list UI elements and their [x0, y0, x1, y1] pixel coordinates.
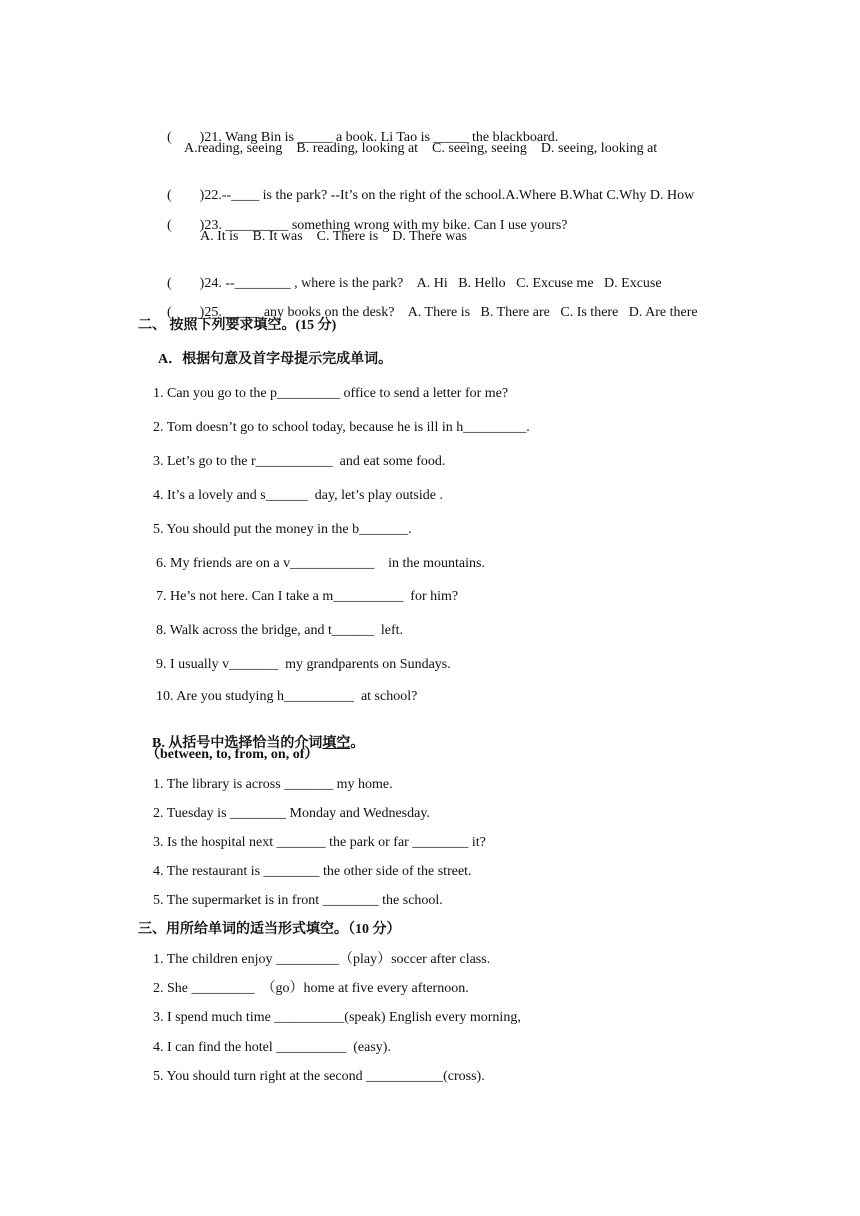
question-stem: _____ any books on the desk? A. There is B. There are C. Is there D. Are there — [225, 305, 698, 320]
section-3-title: 三、用所给单词的适当形式填空。（10 分） — [138, 922, 401, 937]
part-a-item: 8. Walk across the bridge, and t______ left. — [156, 623, 404, 638]
part-b-word-bank: （between, to, from, on, of） — [146, 747, 319, 762]
part-b-item: 1. The library is across _______ my home. — [153, 777, 393, 792]
question-number: ( )23. — [167, 218, 226, 233]
question-stem: --____ is the park? --It’s on the right of the school.A.Where B.What C.Why D. How — [221, 188, 695, 203]
part-b-title-underlined: 填空 — [322, 736, 351, 751]
question-stem: Wang Bin is _____ a book. Li Tao is _____ the blackboard. — [225, 130, 559, 145]
part-b-title-text: B. 从括号中选择恰当的介词 — [152, 736, 323, 751]
question-21-options: A.reading, seeing B. reading, looking at C. seeing, seeing D. seeing, looking at — [184, 141, 658, 156]
part-a-item: 1. Can you go to the p_________ office to send a letter for me? — [153, 386, 509, 401]
part-b-item: 3. Is the hospital next _______ the park or far ________ it? — [153, 835, 486, 850]
part-a-item: 7. He’s not here. Can I take a m__________ for him? — [156, 589, 459, 604]
section-3-item: 5. You should turn right at the second ___________(cross). — [153, 1069, 485, 1084]
part-a-item: 10. Are you studying h__________ at school? — [156, 689, 418, 704]
part-a-item: 9. I usually v_______ my grandparents on Sundays. — [156, 657, 451, 672]
section-3-item: 3. I spend much time __________(speak) English every morning, — [153, 1010, 521, 1025]
question-stem: _________ something wrong with my bike. Can I use yours? — [225, 218, 568, 233]
question-23-options: A. It is B. It was C. There is D. There was — [200, 229, 467, 244]
section-3-item: 4. I can find the hotel __________ (easy). — [153, 1040, 391, 1055]
part-b-item: 5. The supermarket is in front ________ the school. — [153, 893, 443, 908]
question-number: ( )24. — [167, 276, 226, 291]
part-a-item: 3. Let’s go to the r___________ and eat some food. — [153, 454, 446, 469]
question-stem: --________ , where is the park? A. Hi B. Hello C. Excuse me D. Excuse — [225, 276, 662, 291]
part-a-item: 2. Tom doesn’t go to school today, because he is ill in h_________. — [153, 420, 530, 435]
part-b-item: 2. Tuesday is ________ Monday and Wednesday. — [153, 806, 430, 821]
section-3-item: 2. She _________ （go）home at five every afternoon. — [153, 981, 469, 996]
part-b-item: 4. The restaurant is ________ the other side of the street. — [153, 864, 472, 879]
section-2-title: 二、 按照下列要求填空。(15 分) — [138, 318, 337, 333]
section-3-item: 1. The children enjoy _________（play）soccer after class. — [153, 952, 491, 967]
part-a-item: 5. You should put the money in the b_______. — [153, 522, 412, 537]
part-a-title: A．根据句意及首字母提示完成单词。 — [158, 352, 393, 367]
part-b-title-end: 。 — [350, 736, 365, 751]
question-number: ( )21. — [167, 130, 226, 145]
part-a-item: 4. It’s a lovely and s______ day, let’s play outside . — [153, 488, 443, 503]
question-number: ( )22. — [167, 188, 222, 203]
part-a-item: 6. My friends are on a v____________ in the mountains. — [156, 556, 485, 571]
question-number: ( )25. — [167, 305, 226, 320]
